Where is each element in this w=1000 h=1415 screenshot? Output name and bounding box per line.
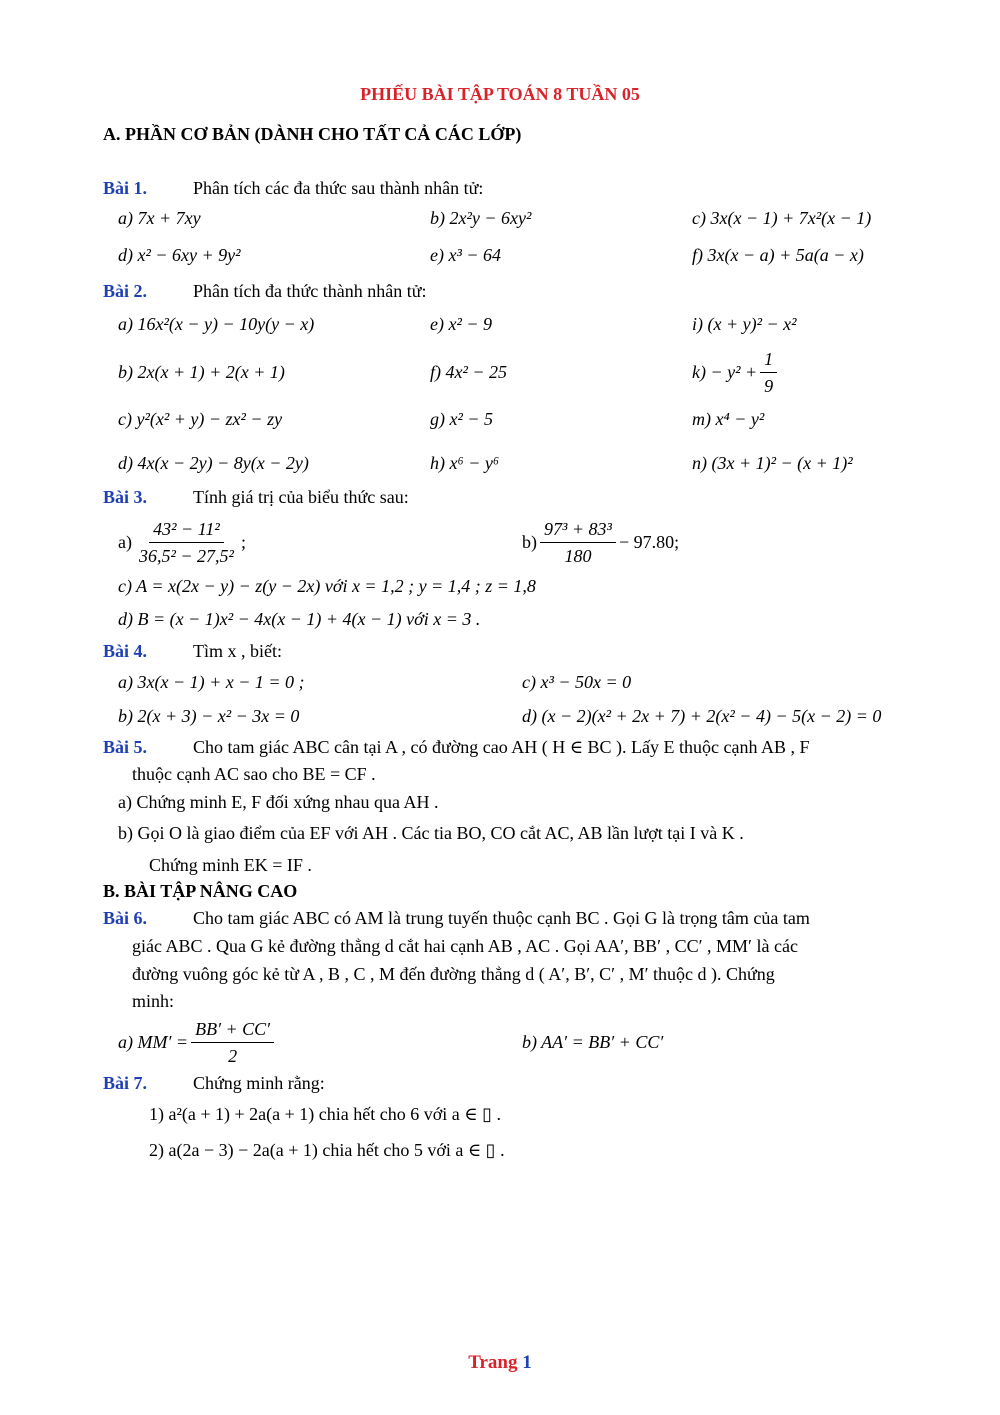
bai4-item-c: c) x³ − 50x = 0 — [522, 672, 632, 692]
bai6-a-fraction — [191, 1018, 274, 1067]
bai1-item-a: a) 7x + 7xy — [118, 208, 201, 228]
bai2-item-b: b) 2x(x + 1) + 2(x + 1) — [118, 362, 285, 382]
bai1-item-c: c) 3x(x − 1) + 7x²(x − 1) — [692, 208, 872, 228]
bai4-text: Tìm x , biết: — [193, 641, 282, 661]
bai7-text: Chứng minh rằng: — [193, 1073, 325, 1093]
bai1-label: Bài 1. — [103, 178, 148, 198]
bai6-text-line3: đường vuông góc kẻ từ A , B , C , M đến đường thẳng d ( A′, B′, C′ , M′ thuộc d ). Chứng — [132, 964, 775, 984]
bai5-text-line2: thuộc cạnh AC sao cho BE = CF . — [132, 764, 376, 784]
fraction-denominator: 9 — [764, 375, 774, 396]
bai2-item-a: a) 16x²(x − y) − 10y(y − x) — [118, 314, 315, 334]
footer-page-word: Trang — [468, 1352, 518, 1373]
bai2-item-d: d) 4x(x − 2y) − 8y(x − 2y) — [118, 453, 309, 473]
bai3-item-d: d) B = (x − 1)x² − 4x(x − 1) + 4(x − 1) với x = 3 . — [118, 609, 481, 629]
bai4-item-d: d) (x − 2)(x² + 2x + 7) + 2(x² − 4) − 5(x − 2) = 0 — [522, 706, 882, 726]
bai2-text: Phân tích đa thức thành nhân tử: — [193, 281, 427, 301]
bai3-text: Tính giá trị của biểu thức sau: — [193, 487, 409, 507]
bai3-b-label: b) — [522, 531, 537, 552]
bai7-item-1: 1) a²(a + 1) + 2a(a + 1) chia hết cho 6 với a ∈ ▯ . — [149, 1104, 501, 1124]
bai6-a-label: a) MM′ = — [118, 1031, 189, 1052]
footer-page-number: 1 — [522, 1352, 532, 1373]
bai2-item-k-label: k) − y² + — [692, 361, 758, 382]
bai6-text-line2: giác ABC . Qua G kẻ đường thẳng d cắt hai cạnh AB , AC . Gọi AA′, BB′ , CC′ , MM′ là các — [132, 936, 798, 956]
bai6-text: Cho tam giác ABC có AM là trung tuyến thuộc cạnh BC . Gọi G là trọng tâm của tam — [193, 908, 810, 928]
bai2-item-h: h) x⁶ − y⁶ — [430, 453, 500, 473]
bai2-item-k — [692, 344, 780, 400]
bai3-item-a — [118, 513, 246, 571]
page-footer — [0, 1352, 1000, 1374]
bai5-item-b-line2: Chứng minh EK = IF . — [149, 855, 312, 875]
bai5-item-b: b) Gọi O là giao điểm của EF với AH . Các tia BO, CO cắt AC, AB lần lượt tại I và K . — [118, 823, 744, 843]
bai6-text-line4: minh: — [132, 991, 175, 1011]
fraction-denominator: 180 — [564, 545, 592, 566]
bai7-item-2: 2) a(2a − 3) − 2a(a + 1) chia hết cho 5 với a ∈ ▯ . — [149, 1140, 505, 1160]
bai4-item-b: b) 2(x + 3) − x² − 3x = 0 — [118, 706, 300, 726]
fraction-denominator: 36,5² − 27,5² — [138, 545, 234, 566]
fraction-numerator: 97³ + 83³ — [540, 518, 616, 543]
section-b-heading: B. BÀI TẬP NÂNG CAO — [103, 881, 298, 901]
bai1-item-f: f) 3x(x − a) + 5a(a − x) — [692, 245, 864, 265]
bai1-text: Phân tích các đa thức sau thành nhân tử: — [193, 178, 484, 198]
bai3-a-fraction — [135, 518, 238, 567]
bai2-item-e: e) x² − 9 — [430, 314, 493, 334]
bai3-a-label: a) — [118, 531, 132, 552]
fraction-denominator: 2 — [228, 1045, 238, 1066]
bai3-item-c: c) A = x(2x − y) − z(y − 2x) với x = 1,2 ; y = 1,4 ; z = 1,8 — [118, 576, 536, 596]
bai1-item-b: b) 2x²y − 6xy² — [430, 208, 532, 228]
bai4-item-a: a) 3x(x − 1) + x − 1 = 0 ; — [118, 672, 305, 692]
fraction-numerator: BB′ + CC′ — [191, 1018, 274, 1043]
bai3-a-tail: ; — [240, 531, 246, 552]
bai2-item-g: g) x² − 5 — [430, 409, 494, 429]
bai7-label: Bài 7. — [103, 1073, 148, 1093]
fraction-numerator: 43² − 11² — [149, 518, 224, 543]
bai3-item-b — [522, 513, 679, 571]
bai2-item-n: n) (3x + 1)² − (x + 1)² — [692, 453, 853, 473]
bai2-k-fraction — [760, 348, 777, 397]
fraction-numerator: 1 — [760, 348, 777, 373]
bai3-b-fraction — [540, 518, 616, 567]
bai1-item-e: e) x³ − 64 — [430, 245, 502, 265]
bai2-item-f: f) 4x² − 25 — [430, 362, 508, 382]
bai3-label: Bài 3. — [103, 487, 148, 507]
bai5-item-a: a) Chứng minh E, F đối xứng nhau qua AH . — [118, 792, 439, 812]
bai6-item-a — [118, 1013, 277, 1071]
bai6-item-b: b) AA′ = BB′ + CC′ — [522, 1032, 664, 1052]
bai3-b-tail: − 97.80; — [618, 531, 680, 552]
bai2-item-c: c) y²(x² + y) − zx² − zy — [118, 409, 283, 429]
bai5-label: Bài 5. — [103, 737, 148, 757]
bai1-item-d: d) x² − 6xy + 9y² — [118, 245, 241, 265]
bai5-text: Cho tam giác ABC cân tại A , có đường cao AH ( H ∈ BC ). Lấy E thuộc cạnh AB , F — [193, 737, 810, 757]
section-a-heading: A. PHẦN CƠ BẢN (DÀNH CHO TẤT CẢ CÁC LỚP) — [103, 124, 522, 144]
bai2-label: Bài 2. — [103, 281, 148, 301]
bai2-item-i: i) (x + y)² − x² — [692, 314, 797, 334]
page-title: PHIẾU BÀI TẬP TOÁN 8 TUẦN 05 — [360, 84, 640, 104]
bai6-label: Bài 6. — [103, 908, 148, 928]
bai2-item-m: m) x⁴ − y² — [692, 409, 765, 429]
bai4-label: Bài 4. — [103, 641, 148, 661]
